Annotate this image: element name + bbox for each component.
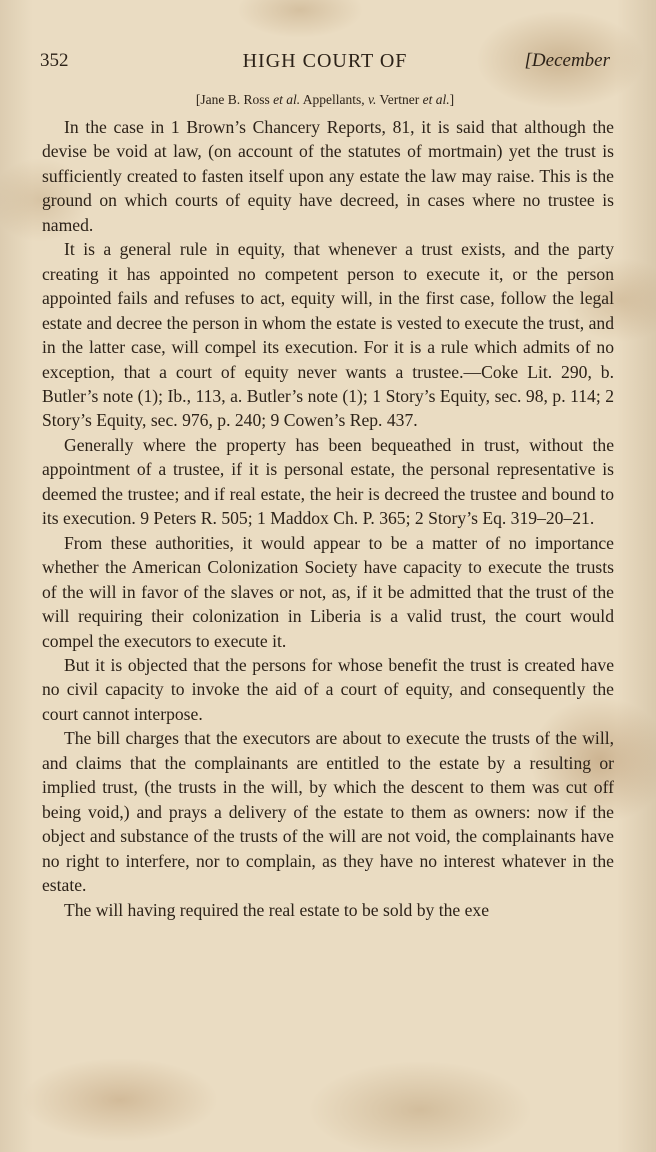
caption-close: ] <box>449 92 455 107</box>
caption-middle: Appellants, <box>300 92 368 107</box>
caption-et-al-2: et al. <box>422 92 450 107</box>
caption-versus: v. <box>368 92 377 107</box>
page-header <box>40 50 610 76</box>
paragraph-2: It is a general rule in equity, that whenever a trust exists, and the party creating it has appointed no competent person to execute it, or the person appointed fails and refuses to act, equity will, in the first case, follow the legal estate and decree the person in whom the estate is vested to execute the trust, and in the latter case, will compel its execution. For it is a rule which admits of no exception, that a court of equity never wants a trustee.—Coke Lit. 290, b. Butler’s note (1); Ib., 113, a. Butler’s note (1); 1 Story’s Equity, sec. 98, p. 114; 2 Story’s Equity, sec. 976, p. 240; 9 Cowen’s Rep. 437. <box>42 239 614 431</box>
paragraph-5: But it is objected that the persons for whose benefit the trust is created have no civil capacity to invoke the aid of a court of equity, and consequently the court cannot interpose. <box>42 654 614 724</box>
running-head: HIGH COURT OF <box>242 50 408 72</box>
caption-et-al-1: et al. <box>273 92 301 107</box>
paragraph-3: Generally where the property has been bequeathed in trust, without the appointment of a trustee, if it is personal estate, the personal representative is deemed the trustee; and if real estate, the heir is decreed the trustee and bound to its execution. 9 Peters R. 505; 1 Maddox Ch. P. 365; 2 Story’s Eq. 319–20–21. <box>42 434 614 529</box>
caption-open: [Jane B. Ross <box>195 92 274 107</box>
running-date: [December <box>524 50 610 71</box>
page-number: 352 <box>40 50 69 71</box>
paragraph-1: In the case in 1 Brown’s Chancery Reports, 81, it is said that although the devise be void at law, (on account of the statutes of mortmain) yet the trust is sufficiently created to fasten itself upon any estate the law may raise. This is the ground on which courts of equity have decreed, in cases where no trustee is named. <box>42 117 614 235</box>
paragraph-7: The will having required the real estate to be sold by the exe <box>64 899 490 920</box>
caption-party: Vertner <box>376 92 423 107</box>
case-caption <box>40 92 610 108</box>
paragraph-4: From these authorities, it would appear to be a matter of no importance whether the American Colonization Society have capacity to execute the trusts of the will in favor of the slaves or not, as, if it be admitted that the trust of the will requiring their colonization in Liberia is a valid trust, the court would compel the executors to execute it. <box>42 532 614 651</box>
body-text <box>42 115 614 922</box>
paragraph-6: The bill charges that the executors are about to execute the trusts of the will, and claims that the complainants are entitled to the estate by a resulting or implied trust, (the trusts in the will, by which the descent to them was cut off being void,) and prays a delivery of the estate to them as owners: now if the object and substance of the trusts of the will are not void, the complainants have no right to interfere, nor to complain, as they have no interest whatever in the estate. <box>42 728 614 896</box>
